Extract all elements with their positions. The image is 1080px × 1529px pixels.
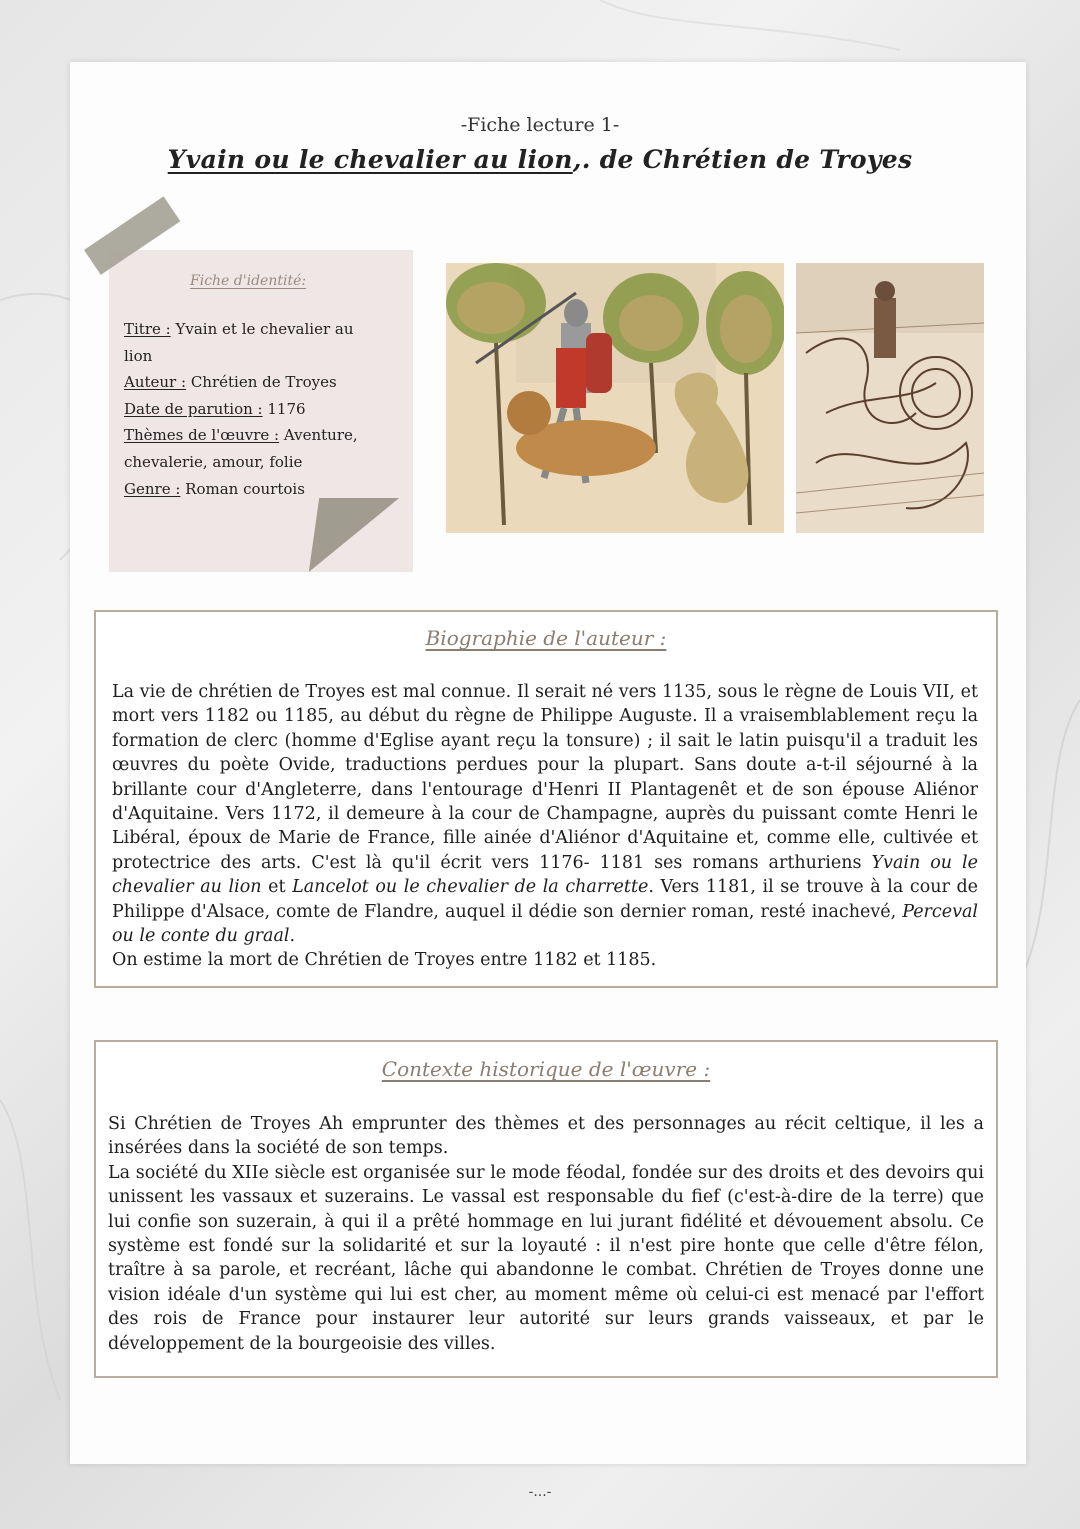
context-heading: Contexte historique de l'œuvre : xyxy=(381,1057,711,1081)
identity-row: Date de parution : 1176 xyxy=(124,399,306,418)
biography-text xyxy=(112,680,978,973)
reading-sheet-label: -Fiche lecture 1- xyxy=(460,114,620,136)
identity-row: Titre : Yvain et le chevalier au lion xyxy=(124,320,354,365)
page-number: -...- xyxy=(528,1484,552,1500)
biography-last-line: On estime la mort de Chrétien de Troyes entre 1182 et 1185. xyxy=(112,950,657,971)
title-work: Yvain ou le chevalier au lion xyxy=(167,145,573,174)
identity-row: Auteur : Chrétien de Troyes xyxy=(124,373,337,392)
context-text xyxy=(108,1112,984,1356)
biography-section xyxy=(94,610,998,988)
page-title xyxy=(0,145,1080,174)
identity-list xyxy=(124,316,374,502)
title-author: de Chrétien de Troyes xyxy=(599,145,913,174)
title-separator: ,. xyxy=(572,145,600,174)
biography-heading: Biographie de l'auteur : xyxy=(425,626,667,650)
context-paragraph-1: Si Chrétien de Troyes Ah emprunter des thèmes et des personnages au récit celtique, il les a insérées dans la société de son temps. xyxy=(108,1114,984,1159)
context-paragraph-2: La société du XIIe siècle est organisée sur le mode féodal, fondée sur des droits et des devoirs qui unissent les vassaux et suzerains. Le vassal est responsable du fief (c'est-à-dire de la terre) que lui confie son suzerain, à qui il a prêté hommage en lui jurant fidélité et dévouement absolu. Ce système est fondé sur la solidarité et sur la loyauté : il n'est pire honte que celle d'être félon, traître à sa parole, et recréant, lâche qui abandonne le combat. Chrétien de Troyes donne une vision idéale d'un système qui lui est cher, au moment même où celui-ci est menacé par l'effort des rois de France pour instaurer leur autorité sur leurs grands vaisseaux, et par le développement de la bourgeoisie des villes. xyxy=(108,1162,984,1354)
engraving-image xyxy=(796,263,984,533)
identity-row: Thèmes de l'œuvre : Aventure, chevalerie, amour, folie xyxy=(124,426,358,471)
manuscript-illumination-image xyxy=(446,263,784,533)
identity-row: Genre : Roman courtois xyxy=(124,479,305,498)
page-fold-decoration xyxy=(309,498,399,572)
biography-paragraph: La vie de chrétien de Troyes est mal connue. Il serait né vers 1135, sous le règne de Louis VII, et mort vers 1182 ou 1185, au début du règne de Philippe Auguste. Il a vraisemblablement reçu la formation de clerc (homme d'Eglise ayant reçu la tonsure) ; il sait le latin puisqu'il a traduit les œuvres du poète Ovide, traductions perdues pour la plupart. Sans doute a-t-il séjourné à la brillante cour d'Angleterre, dans l'entourage d'Henri II Plantagenêt et de son épouse Aliénor d'Aquitaine. Vers 1172, il demeure à la cour de Champagne, auprès du puissant comte Henri le Libéral, époux de Marie de France, fille ainée d'Aliénor d'Aquitaine et, comme elle, cultivée et protectrice des arts. C'est là qu'il écrit vers 1176- 1181 ses romans arthuriens Yvain ou le chevalier au lion et Lancelot ou le chevalier de la charrette. Vers 1181, il se trouve à la cour de Philippe d'Alsace, comte de Flandre, auquel il dédie son dernier roman, resté inachevé, Perceval ou le conte du graal. xyxy=(112,682,979,947)
identity-heading: Fiche d'identité: xyxy=(190,273,307,289)
historical-context-section xyxy=(94,1040,998,1378)
